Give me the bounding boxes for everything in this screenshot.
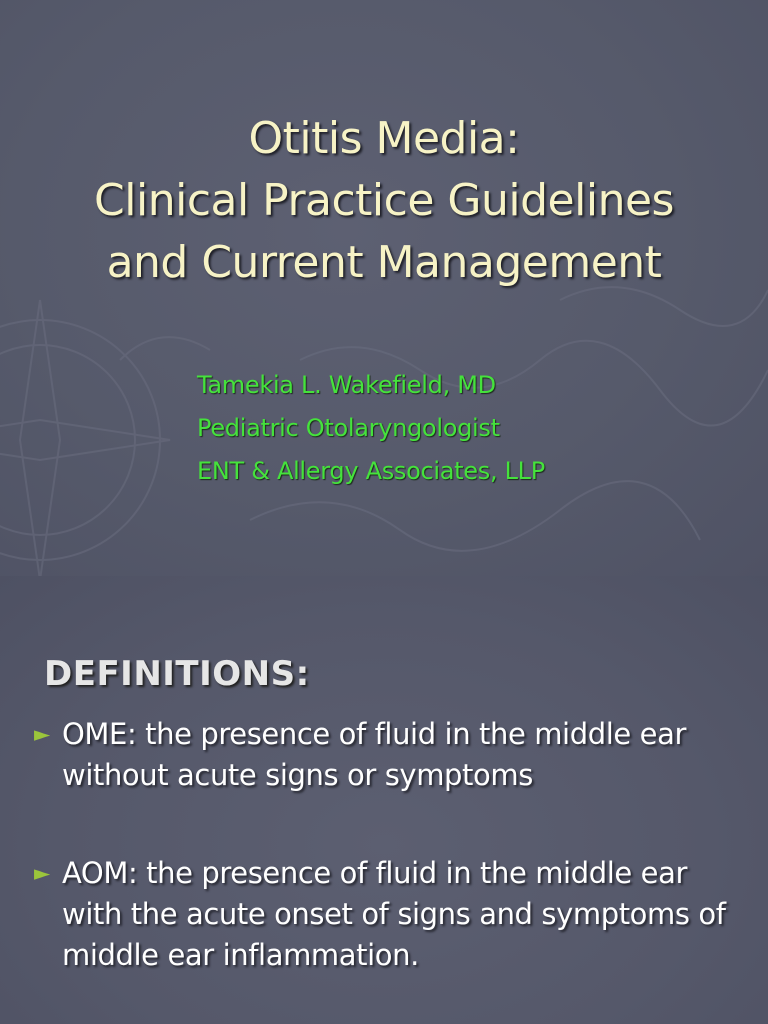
list-item-aom bbox=[34, 853, 754, 976]
list-item-ome bbox=[34, 714, 754, 796]
bullet-text: OME: the presence of fluid in the middle ear without acute signs or symptoms bbox=[62, 717, 686, 792]
definitions-slide bbox=[0, 576, 768, 1024]
slide-title bbox=[0, 108, 768, 294]
bullet-text: AOM: the presence of fluid in the middle ear with the acute onset of signs and symptoms of middle ear inflammation. bbox=[62, 856, 726, 972]
title-line-2: Clinical Practice Guidelines bbox=[94, 175, 674, 226]
title-line-1: Otitis Media: bbox=[248, 113, 520, 164]
presenter-info bbox=[197, 364, 545, 493]
title-line-3: and Current Management bbox=[106, 237, 662, 288]
definitions-heading: DEFINITIONS: bbox=[44, 654, 310, 694]
presenter-role: Pediatric Otolaryngologist bbox=[197, 414, 500, 442]
bullet-arrow-icon: ► bbox=[34, 722, 50, 746]
presenter-name: Tamekia L. Wakefield, MD bbox=[197, 371, 496, 399]
bullet-arrow-icon: ► bbox=[34, 861, 50, 885]
definitions-list bbox=[34, 714, 754, 1024]
presenter-organization: ENT & Allergy Associates, LLP bbox=[197, 457, 545, 485]
